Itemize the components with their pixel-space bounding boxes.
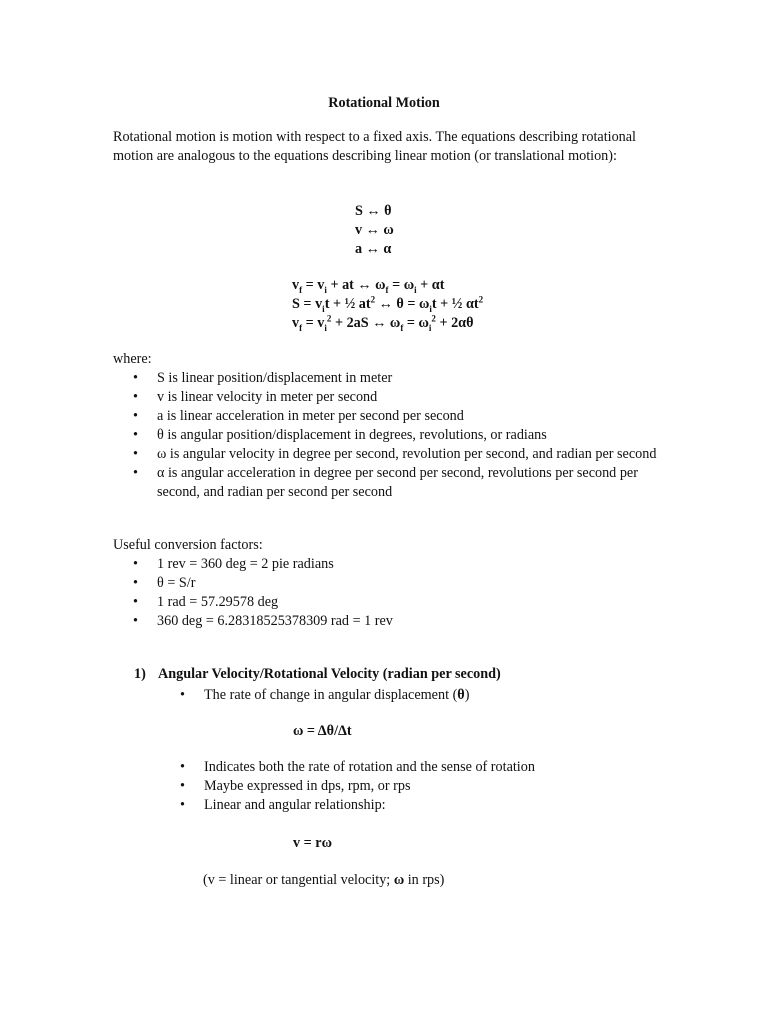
section-bullets (180, 686, 660, 705)
list-item: • The rate of change in angular displacement (θ) (180, 686, 660, 705)
equations-block (292, 276, 483, 333)
list-item: • θ is angular position/displacement in degrees, revolutions, or radians (133, 426, 663, 445)
conversion-label: Useful conversion factors: (113, 537, 263, 553)
linear-angular-formula: v = rω (293, 835, 332, 851)
equation-line: $S = v_it$ + ½ $at^2$ ↔ $\theta = \omega_it$ + ½ $\alpha t^2$ (292, 294, 484, 314)
list-item: • 1 rad = 57.29578 deg (133, 593, 663, 612)
intro-paragraph: Rotational motion is motion with respect to a fixed axis. The equations describing rotational motion are analogous to the equations describing linear motion (or translational motion): (113, 129, 636, 164)
section-title: Angular Velocity/Rotational Velocity (radian per second) (158, 666, 501, 682)
list-item: • a is linear acceleration in meter per second per second (133, 407, 663, 426)
section-number: 1) (134, 666, 146, 682)
list-item: • Maybe expressed in dps, rpm, or rps (180, 777, 660, 796)
section-heading (134, 665, 501, 684)
list-item: • Linear and angular relationship: (180, 796, 660, 815)
list-item: • θ = S/r (133, 574, 663, 593)
list-item: • 1 rev = 360 deg = 2 pie radians (133, 555, 663, 574)
where-label: where: (113, 351, 152, 367)
list-item: • S is linear position/displacement in meter (133, 369, 663, 388)
analogy-block (355, 202, 394, 259)
conversions-list (133, 555, 663, 631)
list-item: • α is angular acceleration in degree per second per second, revolutions per second per second, and radian per second per second (133, 464, 663, 502)
list-item: • ω is angular velocity in degree per second, revolution per second, and radian per second (133, 445, 663, 464)
list-item: • Indicates both the rate of rotation and the sense of rotation (180, 758, 660, 777)
formula-note: (v = linear or tangential velocity; ω in rps) (203, 872, 445, 888)
equation-line: $v_f = v_i$ + at ↔ $\omega_f = \omega_i + \alpha t$ (292, 277, 445, 295)
analogy-line: v ↔ ω (355, 222, 394, 238)
list-item: • v is linear velocity in meter per second (133, 388, 663, 407)
section-bullets-2 (180, 758, 660, 815)
definitions-list (133, 369, 663, 502)
analogy-line: a ↔ α (355, 241, 392, 257)
page-title: Rotational Motion (328, 95, 440, 111)
equation-line: $v_f = v_i^2 + 2aS$ ↔ $\omega_f = \omega_i^2 + 2\alpha\theta$ (292, 313, 474, 333)
angular-velocity-formula: ω = Δθ/Δt (293, 723, 352, 739)
analogy-line: S ↔ θ (355, 203, 392, 219)
list-item: • 360 deg = 6.28318525378309 rad = 1 rev (133, 612, 663, 631)
